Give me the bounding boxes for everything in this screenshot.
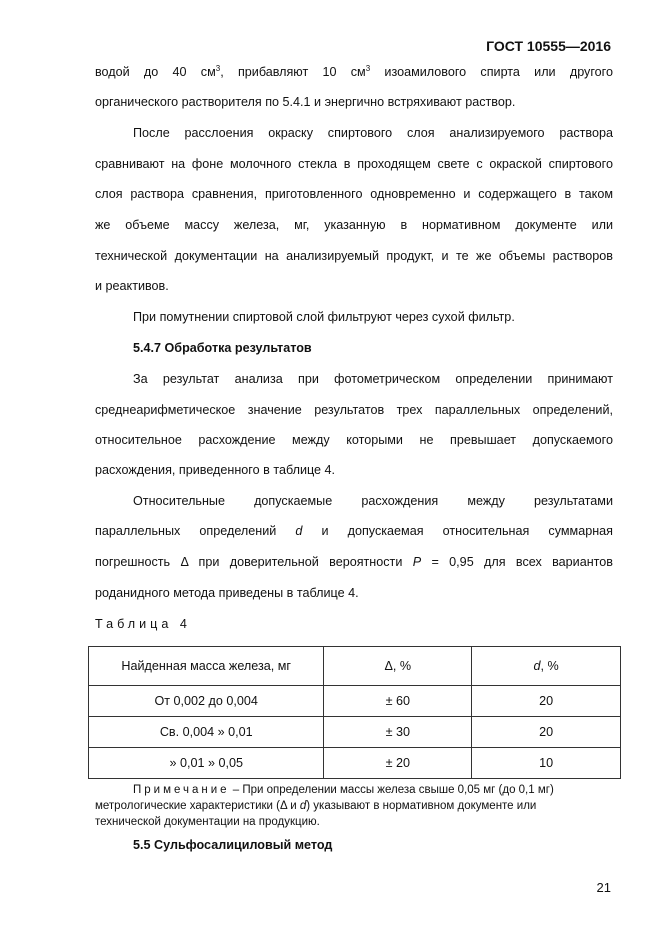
table-note-line <box>133 783 613 798</box>
paragraph-line <box>95 523 613 539</box>
table-row <box>89 748 621 779</box>
paragraph-line: технической документации на анализируемый продукт, и те же объемы растворов <box>95 249 613 263</box>
table-note-line <box>95 799 613 814</box>
text-fragment: – При определении массы железа свыше 0,05 мг (до 0,1 мг) <box>229 784 554 796</box>
variable-d: d <box>533 659 541 673</box>
text-fragment: , прибавляют 10 см <box>220 65 366 79</box>
text-fragment: , % <box>540 659 559 673</box>
cell-d: 20 <box>472 686 621 717</box>
paragraph-line: сравнивают на фоне молочного стекла в проходящем свете с окраской спиртового <box>95 157 613 171</box>
section-heading: 5.5 Сульфосалициловый метод <box>133 838 333 852</box>
paragraph-line <box>95 554 613 570</box>
text-fragment: = 0,95 для всех вариантов <box>421 555 614 569</box>
paragraph-line <box>95 64 613 80</box>
cell-mass: » 0,01 » 0,05 <box>89 748 324 779</box>
paragraph-line: относительное расхождение между которыми не превышает допускаемого <box>95 433 613 447</box>
page-number: 21 <box>596 880 611 895</box>
table-note-line: технической документации на продукцию. <box>95 816 320 828</box>
text-fragment: и допускаемая относительная суммарная <box>302 524 613 538</box>
paragraph-line: При помутнении спиртовой слой фильтруют через сухой фильтр. <box>133 310 515 324</box>
table-row <box>89 717 621 748</box>
paragraph-line: органического растворителя по 5.4.1 и энергично встряхивают раствор. <box>95 95 516 109</box>
text-fragment: погрешность Δ при доверительной вероятности <box>95 555 413 569</box>
paragraph-line: же объеме массу железа, мг, указанную в нормативном документе или <box>95 218 613 232</box>
header-d <box>472 647 621 686</box>
results-table <box>88 646 621 779</box>
header-delta: Δ, % <box>324 647 472 686</box>
variable-d: d <box>299 800 307 812</box>
paragraph-line: слоя раствора сравнения, приготовленного одновременно и содержащего в таком <box>95 187 613 201</box>
cell-delta: ± 30 <box>324 717 472 748</box>
table-header-row <box>89 647 621 686</box>
section-heading: 5.4.7 Обработка результатов <box>133 341 312 355</box>
superscript: 3 <box>365 63 371 73</box>
text-fragment: водой до 40 см <box>95 65 216 79</box>
paragraph-line: Относительные допускаемые расхождения между результатами <box>133 494 613 508</box>
variable-p: P <box>412 555 422 569</box>
note-label: Примечание <box>133 784 230 796</box>
cell-delta: ± 60 <box>324 686 472 717</box>
table-caption: Таблица 4 <box>95 617 191 631</box>
paragraph-line: и реактивов. <box>95 279 169 293</box>
text-fragment: ) указывают в нормативном документе или <box>306 800 537 812</box>
table-row <box>89 686 621 717</box>
text-fragment: изоамилового спирта или другого <box>370 65 613 79</box>
document-id: ГОСТ 10555—2016 <box>486 38 611 54</box>
text-fragment: метрологические характеристики (Δ и <box>95 800 300 812</box>
cell-delta: ± 20 <box>324 748 472 779</box>
cell-d: 20 <box>472 717 621 748</box>
variable-d: d <box>295 524 303 538</box>
paragraph-line: расхождения, приведенного в таблице 4. <box>95 463 336 477</box>
cell-mass: От 0,002 до 0,004 <box>89 686 324 717</box>
paragraph-line: роданидного метода приведены в таблице 4. <box>95 586 359 600</box>
cell-mass: Св. 0,004 » 0,01 <box>89 717 324 748</box>
paragraph-line: среднеарифметическое значение результатов трех параллельных определений, <box>95 403 613 417</box>
superscript: 3 <box>215 63 221 73</box>
paragraph-line: За результат анализа при фотометрическом определении принимают <box>133 372 613 386</box>
cell-d: 10 <box>472 748 621 779</box>
text-fragment: параллельных определений <box>95 524 296 538</box>
header-mass: Найденная масса железа, мг <box>89 647 324 686</box>
paragraph-line: После расслоения окраску спиртового слоя анализируемого раствора <box>133 126 613 140</box>
